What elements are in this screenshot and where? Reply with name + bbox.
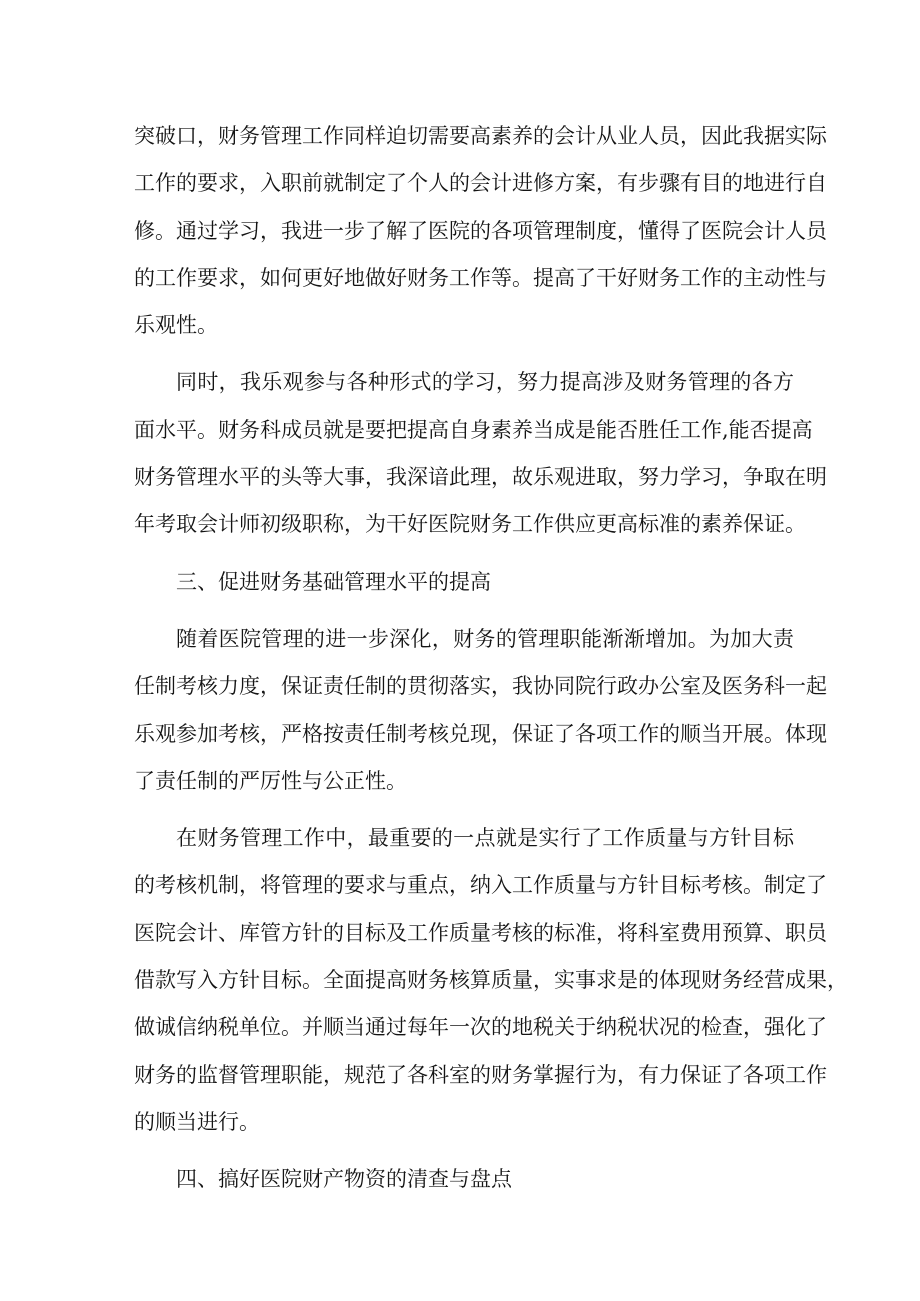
paragraph (134, 815, 848, 1146)
text-line: 乐观参加考核，严格按责任制考核兑现，保证了各项工作的顺当开展。体现 (134, 721, 827, 746)
heading-text: 四、搞好医院财产物资的清查与盘点 (176, 1167, 512, 1192)
paragraph (134, 359, 827, 548)
text-line: 财务管理水平的头等大事，我深谙此理，故乐观进取，努力学习，争取在明 (134, 465, 827, 490)
paragraph (134, 616, 827, 805)
text-line: 财务的监督管理职能，规范了各科室的财务掌握行为，有力保证了各项工作 (134, 1062, 827, 1087)
text-line: 随着医院管理的进一步深化，财务的管理职能渐渐增加。为加大责 (176, 626, 794, 651)
text-line: 了责任制的严厉性与公正性。 (134, 768, 407, 793)
text-line: 借款写入方针目标。全面提高财务核算质量，实事求是的体现财务经营成果， (134, 968, 848, 993)
section-heading (134, 559, 794, 606)
text-line: 在财务管理工作中，最重要的一点就是实行了工作质量与方针目标 (176, 826, 794, 851)
text-line: 医院会计、库管方针的目标及工作质量考核的标准，将科室费用预算、职员 (134, 920, 827, 945)
text-line: 年考取会计师初级职称，为干好医院财务工作供应更高标准的素养保证。 (134, 512, 806, 537)
text-line: 修。通过学习，我进一步了解了医院的各项管理制度，懂得了医院会计人员 (134, 218, 827, 243)
text-line: 突破口，财务管理工作同样迫切需要高素养的会计从业人员，因此我据实际 (134, 124, 827, 148)
paragraph (134, 113, 827, 349)
heading-text: 三、促进财务基础管理水平的提高 (176, 569, 491, 594)
text-line: 同时，我乐观参与各种形式的学习，努力提高涉及财务管理的各方 (176, 370, 794, 395)
document-body (134, 113, 848, 1204)
text-line: 乐观性。 (134, 313, 218, 338)
section-heading (134, 1156, 794, 1203)
text-line: 工作的要求，入职前就制定了个人的会计进修方案，有步骤有目的地进行自 (134, 171, 827, 196)
text-line: 面水平。财务科成员就是要把提高自身素养当成是能否胜任工作,能否提高 (134, 417, 813, 442)
text-line: 任制考核力度，保证责任制的贯彻落实，我协同院行政办公室及医务科一起 (134, 674, 827, 699)
text-line: 的考核机制，将管理的要求与重点，纳入工作质量与方针目标考核。制定了 (134, 873, 827, 898)
text-line: 的工作要求，如何更好地做好财务工作等。提高了干好财务工作的主动性与 (134, 265, 827, 290)
text-line: 的顺当进行。 (134, 1109, 260, 1134)
text-line: 做诚信纳税单位。并顺当通过每年一次的地税关于纳税状况的检查，强化了 (134, 1015, 827, 1040)
